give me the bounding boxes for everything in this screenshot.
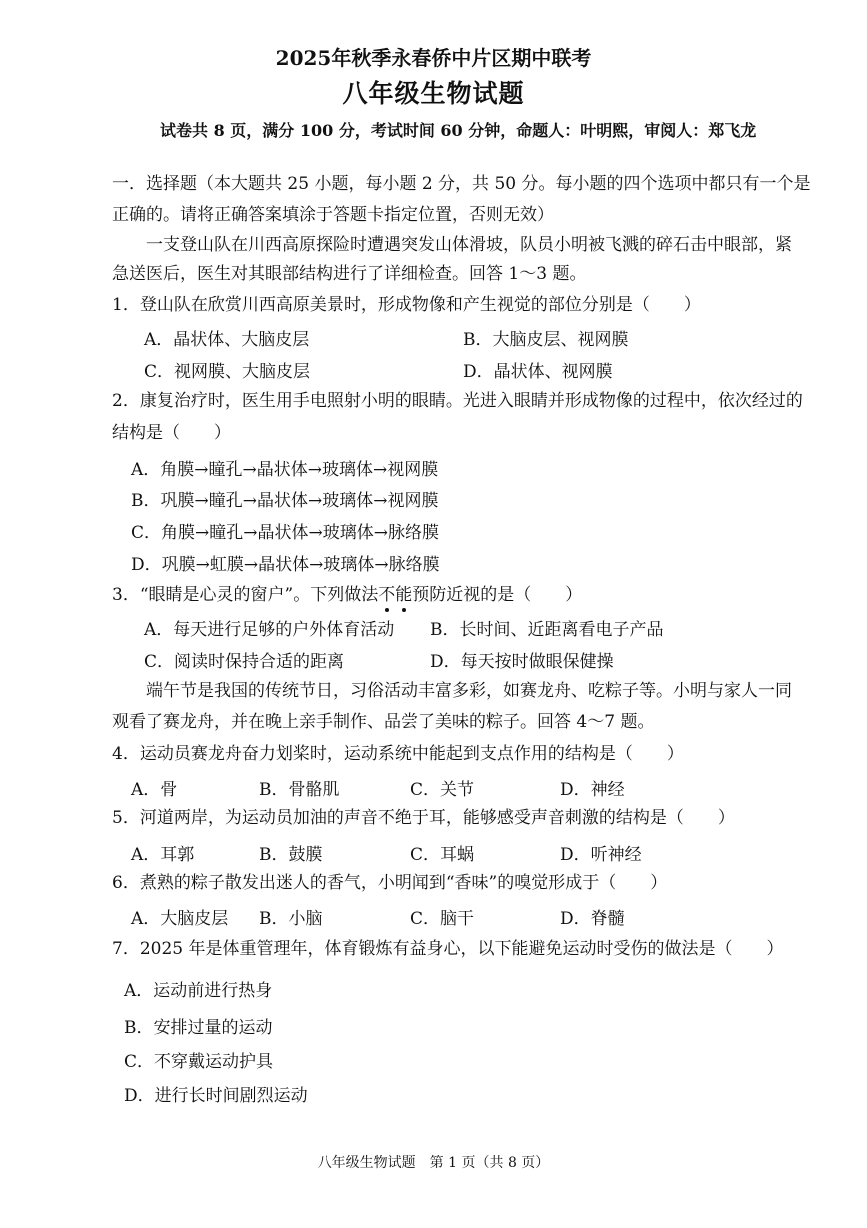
question-4-option-b[interactable]: B．骨骼肌	[259, 780, 340, 800]
question-7-stem: 7．2025 年是体重管理年，体育锻炼有益身心，以下能避免运动时受伤的做法是（ ）	[112, 939, 784, 959]
question-5-option-a[interactable]: A．耳郭	[131, 845, 195, 865]
exam-title: 2025年秋季永春侨中片区期中联考	[275, 46, 592, 70]
question-6-option-d[interactable]: D．脊髓	[560, 909, 625, 929]
question-1-stem: 1．登山队在欣赏川西高原美景时，形成物像和产生视觉的部位分别是（ ）	[112, 295, 701, 315]
page-footer: 八年级生物试题 第 1 页（共 8 页）	[317, 1155, 550, 1171]
section-heading-line1: 一．选择题（本大题共 25 小题，每小题 2 分，共 50 分。每小题的四个选项中都只有一个是	[112, 174, 811, 194]
question-1-option-b[interactable]: B．大脑皮层、视网膜	[463, 330, 629, 350]
question-7-option-b[interactable]: B．安排过量的运动	[124, 1018, 273, 1038]
question-6-option-b[interactable]: B．小脑	[259, 909, 323, 929]
question-6-stem: 6．煮熟的粽子散发出迷人的香气，小明闻到“香味”的嗅觉形成于（ ）	[112, 873, 668, 893]
exam-info: 试卷共 8 页，满分 100 分，考试时间 60 分钟，命题人：叶明熙，审阅人：郑飞龙	[160, 121, 757, 140]
question-2-option-b[interactable]: B．巩膜→瞳孔→晶状体→玻璃体→视网膜	[131, 491, 439, 511]
question-3-option-b[interactable]: B．长时间、近距离看电子产品	[430, 620, 664, 640]
question-4-option-d[interactable]: D．神经	[560, 780, 625, 800]
passage2-line2: 观看了赛龙舟，并在晚上亲手制作、品尝了美味的粽子。回答 4～7 题。	[112, 712, 655, 732]
question-2-stem-line1: 2．康复治疗时，医生用手电照射小明的眼睛。光进入眼睛并形成物像的过程中，依次经过的	[112, 391, 803, 411]
question-2-stem-line2: 结构是（ ）	[112, 423, 231, 443]
question-7-option-d[interactable]: D．进行长时间剧烈运动	[124, 1086, 308, 1106]
emphasis-dot-char: 不	[378, 585, 396, 605]
subject-title: 八年级生物试题	[342, 79, 525, 108]
question-2-option-a[interactable]: A．角膜→瞳孔→晶状体→玻璃体→视网膜	[131, 460, 439, 480]
question-5-option-c[interactable]: C．耳蜗	[410, 845, 475, 865]
emphasis-dot-char: 能	[395, 585, 413, 605]
passage1-line1: 一支登山队在川西高原探险时遭遇突发山体滑坡，队员小明被飞溅的碎石击中眼部，紧	[146, 235, 792, 255]
question-1-option-c[interactable]: C．视网膜、大脑皮层	[144, 362, 311, 382]
question-4-option-a[interactable]: A．骨	[131, 780, 178, 800]
question-7-option-c[interactable]: C．不穿戴运动护具	[124, 1052, 274, 1072]
question-7-option-a[interactable]: A．运动前进行热身	[124, 981, 273, 1001]
question-5-stem: 5．河道两岸，为运动员加油的声音不绝于耳，能够感受声音刺激的结构是（ ）	[112, 808, 735, 828]
question-1-option-d[interactable]: D．晶状体、视网膜	[463, 362, 613, 382]
question-3-option-d[interactable]: D．每天按时做眼保健操	[430, 652, 614, 672]
question-1-option-a[interactable]: A．晶状体、大脑皮层	[144, 330, 310, 350]
section-heading-line2: 正确的。请将正确答案填涂于答题卡指定位置，否则无效）	[112, 205, 554, 225]
question-5-option-d[interactable]: D．听神经	[560, 845, 642, 865]
passage1-line2: 急送医后，医生对其眼部结构进行了详细检查。回答 1～3 题。	[112, 264, 587, 284]
question-6-option-c[interactable]: C．脑干	[410, 909, 475, 929]
question-4-stem: 4．运动员赛龙舟奋力划桨时，运动系统中能起到支点作用的结构是（ ）	[112, 744, 684, 764]
question-2-option-c[interactable]: C．角膜→瞳孔→晶状体→玻璃体→脉络膜	[131, 523, 439, 543]
passage2-line1: 端午节是我国的传统节日，习俗活动丰富多彩，如赛龙舟、吃粽子等。小明与家人一同	[146, 681, 792, 701]
question-3-option-c[interactable]: C．阅读时保持合适的距离	[144, 652, 345, 672]
question-5-option-b[interactable]: B．鼓膜	[259, 845, 323, 865]
question-6-option-a[interactable]: A．大脑皮层	[131, 909, 229, 929]
question-3-option-a[interactable]: A．每天进行足够的户外体育活动	[144, 620, 395, 640]
question-4-option-c[interactable]: C．关节	[410, 780, 475, 800]
question-3-stem: 3．“眼睛是心灵的窗户”。下列做法不能预防近视的是（ ）	[112, 585, 583, 605]
question-2-option-d[interactable]: D．巩膜→虹膜→晶状体→玻璃体→脉络膜	[131, 555, 440, 575]
